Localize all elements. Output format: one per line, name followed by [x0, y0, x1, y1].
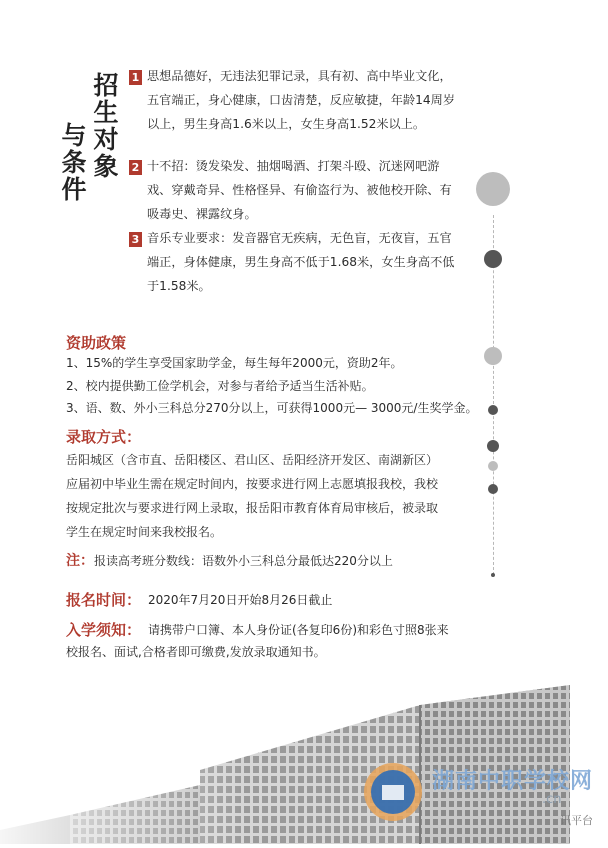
- condition-text-1: 思想品德好，无违法犯罪记录，具有初、高中毕业文化，五官端正，身心健康，口齿清楚，反应敏捷，年龄14周岁以上，男生身高1.6米以上，女生身高1.52米以上。: [147, 69, 456, 131]
- condition-number-3: 3: [129, 232, 142, 247]
- watermark-sub: 讯平台: [560, 814, 593, 827]
- note-text: 报读高考班分数线：语数外小三科总分最低达220分以上: [94, 554, 393, 568]
- condition-number-1: 1: [129, 70, 142, 85]
- funding-item: 3、语、数、外小三科总分270分以上，可获得1000元— 3000元/生奖学金。: [66, 401, 478, 415]
- school-logo-icon: [362, 761, 424, 823]
- admission-line: 应届初中毕业生需在规定时间内，按要求进行网上志愿填报我校，我校: [66, 477, 439, 491]
- side-title-line1: 招生对象: [90, 72, 119, 180]
- admission-line: 学生在规定时间来我校报名。: [66, 525, 223, 539]
- admission-line: 按规定批次与要求进行网上录取，报岳阳市教育体育局审核后，被录取: [66, 501, 439, 515]
- watermark-name: 湖南中职学校网: [432, 769, 594, 794]
- registration-text: 2020年7月20日开始8月26日截止: [148, 593, 333, 607]
- side-title-line2: 与条件: [58, 122, 87, 203]
- watermark-domain: .cn: [542, 792, 562, 807]
- timeline-dot: [488, 484, 498, 494]
- timeline-dot: [488, 405, 498, 415]
- admission-line: 岳阳城区（含市直、岳阳楼区、君山区、岳阳经济开发区、南湖新区）: [66, 453, 439, 467]
- condition-number-2: 2: [129, 160, 142, 175]
- timeline-dot: [488, 461, 498, 471]
- timeline-line: [493, 215, 495, 575]
- enrollment-line2: 校报名、面试,合格者即可缴费,发放录取通知书。: [66, 645, 326, 659]
- funding-title: 资助政策: [66, 334, 127, 352]
- registration-label: 报名时间：: [66, 591, 142, 609]
- funding-item: 1、15%的学生享受国家助学金，每生每年2000元，资助2年。: [66, 356, 403, 370]
- building-photo: [0, 665, 608, 844]
- timeline-dot: [484, 250, 502, 268]
- admission-title: 录取方式：: [66, 428, 142, 446]
- condition-text-2: 十不招：烫发染发、抽烟喝酒、打架斗殴、沉迷网吧游戏、穿戴奇异、性格怪异、有偷盗行为、被他校开除、有吸毒史、裸露纹身。: [147, 159, 452, 221]
- enrollment-label: 入学须知：: [66, 621, 142, 639]
- funding-item: 2、校内提供勤工俭学机会，对参与者给予适当生活补贴。: [66, 379, 374, 393]
- note-label: 注：: [66, 553, 94, 569]
- timeline-dot: [484, 347, 502, 365]
- timeline-dot-large: [476, 172, 510, 206]
- timeline-dot: [487, 440, 499, 452]
- enrollment-line1: 请携带户口簿、本人身份证(各复印6份)和彩色寸照8张来: [148, 623, 449, 637]
- timeline-dot: [491, 573, 495, 577]
- condition-text-3: 音乐专业要求：发音器官无疾病，无色盲，无夜盲，五官端正，身体健康，男生身高不低于1.68米，女生身高不低于1.58米。: [147, 231, 455, 293]
- building-illustration: [0, 665, 608, 844]
